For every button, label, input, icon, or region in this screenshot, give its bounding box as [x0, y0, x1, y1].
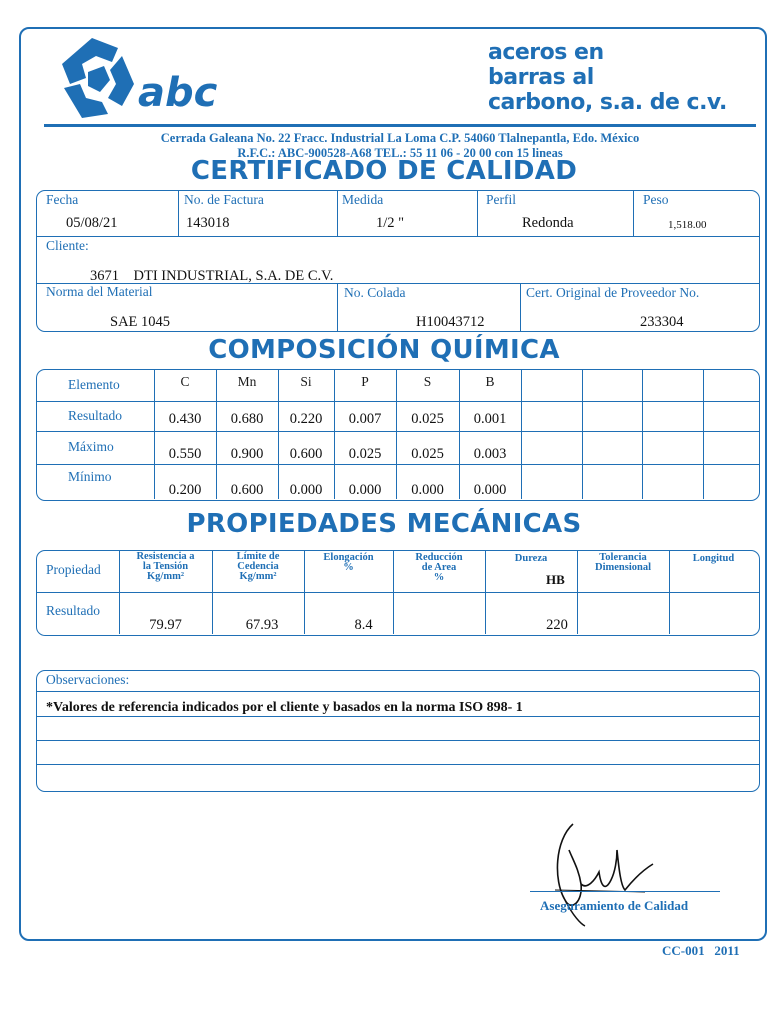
table-cell: 0.430 — [168, 411, 202, 427]
table-cell: 0.600 — [289, 446, 323, 462]
elemento-label: Elemento — [68, 377, 120, 392]
divider — [337, 191, 338, 236]
divider — [633, 191, 634, 236]
observaciones-box — [36, 670, 760, 792]
divider — [37, 236, 759, 237]
table-cell: 0.680 — [230, 411, 264, 427]
composicion-title: COMPOSICIÓN QUÍMICA — [208, 335, 560, 365]
signature — [525, 820, 665, 935]
mecanicas-title: PROPIEDADES MECÁNICAS — [186, 509, 582, 539]
signature-line — [530, 891, 720, 892]
table-cell: 0.003 — [473, 446, 507, 462]
cert-label: Cert. Original de Proveedor No. — [526, 285, 700, 300]
table-cell: 0.000 — [348, 482, 382, 498]
perfil-value: Redonda — [522, 215, 574, 231]
signature-label: Aseguramiento de Calidad — [540, 898, 689, 913]
table-cell: 0.000 — [473, 482, 507, 498]
divider — [521, 370, 522, 499]
fecha-label: Fecha — [46, 192, 79, 207]
cliente-value: 3671 DTI INDUSTRIAL, S.A. DE C.V. — [90, 268, 334, 284]
table-cell: 0.025 — [411, 411, 444, 427]
divider — [37, 691, 759, 692]
dureza-unit: HB — [546, 572, 565, 587]
divider — [37, 464, 759, 465]
tension-header: Resistencia a la Tensión Kg/mm² — [136, 551, 195, 582]
elongacion-value: 8.4 — [354, 617, 373, 633]
element-header: C — [180, 374, 190, 389]
table-cell: 0.200 — [168, 482, 202, 498]
table-cell: 0.550 — [168, 446, 202, 462]
element-header: B — [485, 374, 495, 389]
divider — [178, 191, 179, 236]
element-header: Si — [300, 374, 312, 389]
divider — [477, 191, 478, 236]
table-cell: 0.001 — [473, 411, 507, 427]
element-header: S — [423, 374, 432, 389]
colada-label: No. Colada — [344, 285, 406, 300]
medida-value: 1/2 " — [376, 215, 405, 231]
divider — [37, 401, 759, 402]
table-cell: 0.000 — [411, 482, 444, 498]
maximo-label: Máximo — [68, 439, 114, 454]
cliente-label: Cliente: — [46, 238, 89, 253]
propiedad-label: Propiedad — [46, 562, 101, 577]
resultado-mec-label: Resultado — [46, 603, 100, 618]
fecha-value: 05/08/21 — [66, 215, 118, 231]
peso-label: Peso — [643, 192, 669, 207]
divider — [337, 283, 338, 331]
table-cell: 0.220 — [289, 411, 323, 427]
divider — [703, 370, 704, 499]
tolerancia-header: Tolerancia Dimensional — [594, 552, 651, 573]
table-cell: 0.600 — [230, 482, 264, 498]
divider — [37, 716, 759, 717]
cert-value: 233304 — [640, 314, 684, 330]
divider — [37, 740, 759, 741]
tension-value: 79.97 — [149, 617, 182, 633]
minimo-label: Mínimo — [68, 469, 112, 484]
cedencia-value: 67.93 — [245, 617, 279, 633]
company-name — [488, 40, 758, 115]
divider — [37, 764, 759, 765]
logo-wordmark: abc — [138, 70, 217, 116]
dureza-header: Dureza — [514, 553, 548, 564]
norma-value: SAE 1045 — [110, 314, 171, 330]
element-header: Mn — [237, 374, 257, 389]
colada-value: H10043712 — [416, 314, 485, 330]
divider — [582, 370, 583, 499]
dureza-value: 220 — [546, 617, 568, 633]
observaciones-label: Observaciones: — [46, 672, 130, 687]
company-logo — [52, 34, 217, 127]
table-cell: 0.025 — [411, 446, 444, 462]
observaciones-text: *Valores de referencia indicados por el cliente y basados en la norma ISO 898- 1 — [46, 700, 523, 715]
info-box — [36, 190, 760, 332]
company-line-1: aceros en — [488, 40, 604, 65]
resultado-label: Resultado — [68, 408, 122, 423]
company-line-2: barras al — [488, 65, 594, 90]
factura-label: No. de Factura — [184, 192, 264, 207]
perfil-label: Perfil — [486, 192, 516, 207]
address-line: Cerrada Galeana No. 22 Fracc. Industrial La Loma C.P. 54060 Tlalnepantla, Edo. México — [160, 131, 640, 145]
rfc-line: R.F.C.: ABC-900528-A68 TEL.: 55 11 06 - 20 00 con 15 lineas — [237, 146, 563, 160]
norma-label: Norma del Material — [46, 284, 153, 299]
company-line-3: carbono, s.a. de c.v. — [488, 90, 727, 115]
peso-value: 1,518.00 — [668, 219, 707, 231]
form-code: CC-001 2011 — [662, 943, 740, 958]
reduccion-header: Reducción de Area % — [415, 552, 463, 583]
medida-label: Medida — [342, 192, 384, 207]
divider — [642, 370, 643, 499]
cedencia-header: Límite de Cedencia Kg/mm² — [236, 551, 280, 582]
elongacion-header: Elongación % — [323, 552, 374, 573]
factura-value: 143018 — [186, 215, 230, 231]
table-cell: 0.025 — [348, 446, 382, 462]
divider — [37, 592, 759, 593]
header-rule — [44, 124, 756, 127]
element-header: P — [361, 374, 369, 389]
table-cell: 0.000 — [289, 482, 323, 498]
longitud-header: Longitud — [692, 553, 735, 564]
table-cell: 0.900 — [230, 446, 264, 462]
page-title: CERTIFICADO DE CALIDAD — [190, 156, 578, 186]
divider — [520, 283, 521, 331]
divider — [37, 431, 759, 432]
table-cell: 0.007 — [348, 411, 382, 427]
